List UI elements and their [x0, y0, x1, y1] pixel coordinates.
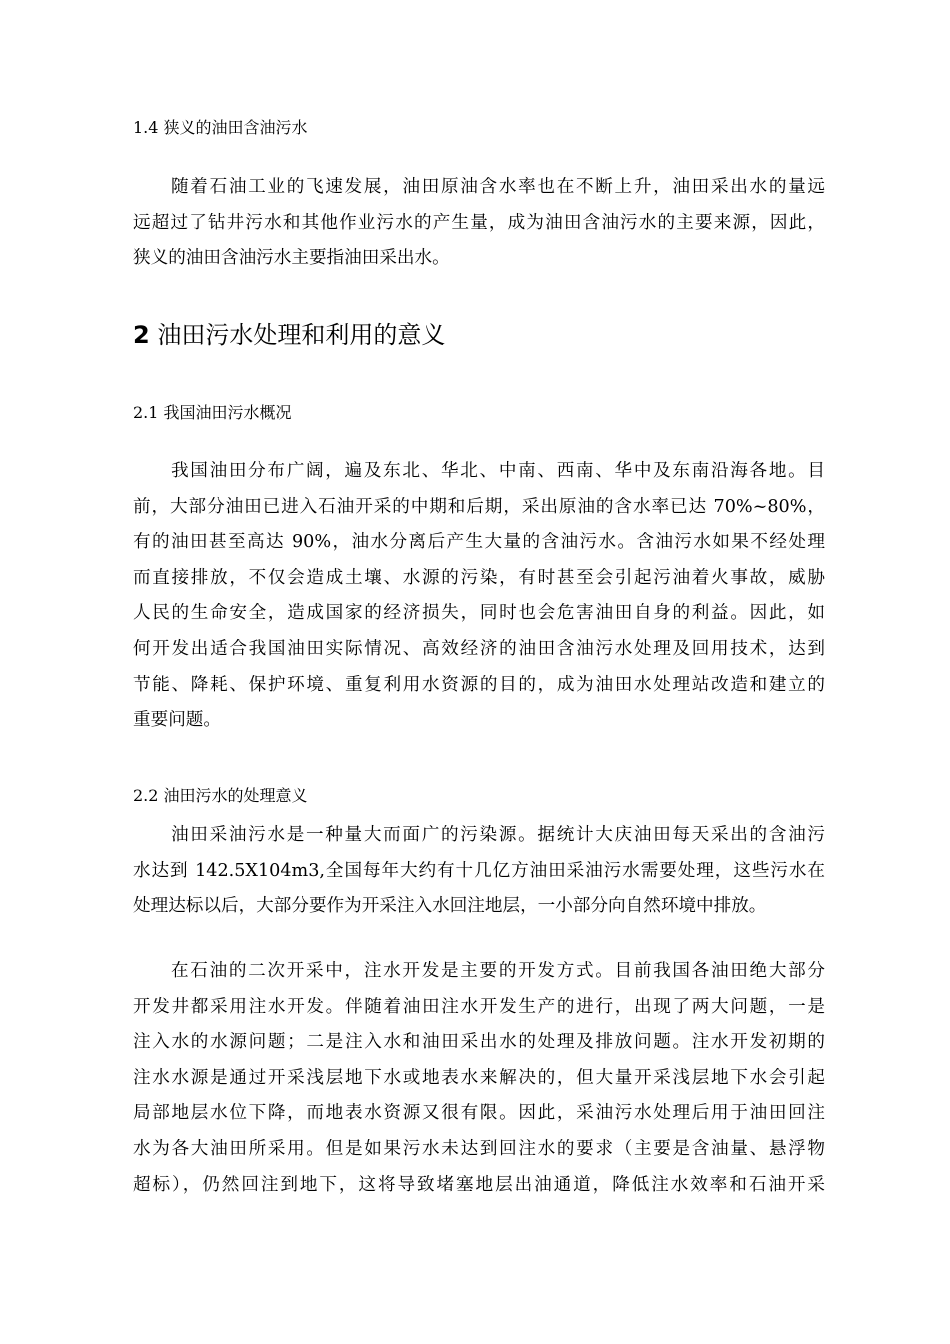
paragraph-line: 节能、降耗、保护环境、重复利用水资源的目的，成为油田水处理站改造和建立的 — [133, 674, 825, 695]
paragraph-line: 注入水的水源问题；二是注入水和油田采出水的处理及排放问题。注水开发初期的 — [133, 1032, 825, 1053]
section-2-1-heading: 2.1 我国油田污水概况 — [133, 403, 292, 422]
paragraph-line: 有的油田甚至高达 90%，油水分离后产生大量的含油污水。含油污水如果不经处理 — [133, 532, 825, 553]
section-2-title: 油田污水处理和利用的意义 — [157, 321, 446, 349]
paragraph-line: 水为各大油田所采用。但是如果污水未达到回注水的要求（主要是含油量、悬浮物 — [133, 1138, 825, 1159]
paragraph-line: 而直接排放，不仅会造成土壤、水源的污染，有时甚至会引起污油着火事故，威胁 — [133, 567, 825, 588]
paragraph-line: 狭义的油田含油污水主要指油田采出水。 — [133, 248, 450, 269]
paragraph-line: 水达到 142.5X104m3,全国每年大约有十几亿方油田采油污水需要处理，这些污水在 — [133, 860, 825, 881]
paragraph-line: 局部地层水位下降，而地表水资源又很有限。因此，采油污水处理后用于油田回注 — [133, 1103, 825, 1124]
paragraph-line: 我国油田分布广阔，遍及东北、华北、中南、西南、华中及东南沿海各地。目 — [171, 461, 825, 481]
paragraph-line: 前，大部分油田已进入石油开采的中期和后期，采出原油的含水率已达 70%~80%， — [133, 496, 825, 517]
section-2-2-paragraph-1 — [133, 818, 825, 925]
paragraph-line: 注水水源是通过开采浅层地下水或地表水来解决的，但大量开采浅层地下水会引起 — [133, 1067, 825, 1088]
paragraph-line: 处理达标以后，大部分要作为开采注入水回注地层，一小部分向自然环境中排放。 — [133, 896, 767, 917]
section-2-1-paragraph — [133, 454, 825, 739]
paragraph-line: 重要问题。 — [133, 710, 221, 731]
section-2-number: 2 — [133, 321, 150, 349]
paragraph-line: 何开发出适合我国油田实际情况、高效经济的油田含油污水处理及回用技术，达到 — [133, 638, 825, 659]
section-2-heading — [133, 320, 445, 350]
section-1-4-paragraph — [133, 170, 825, 277]
paragraph-line: 油田采油污水是一种量大而面广的污染源。据统计大庆油田每天采出的含油污 — [171, 825, 825, 845]
section-1-4-heading: 1.4 狭义的油田含油污水 — [133, 118, 308, 137]
paragraph-line: 在石油的二次开采中，注水开发是主要的开发方式。目前我国各油田绝大部分 — [171, 961, 825, 981]
paragraph-line: 超标），仍然回注到地下，这将导致堵塞地层出油通道，降低注水效率和石油开采 — [133, 1174, 825, 1195]
paragraph-line: 远超过了钻井污水和其他作业污水的产生量，成为油田含油污水的主要来源，因此， — [133, 212, 825, 233]
paragraph-line: 开发井都采用注水开发。伴随着油田注水开发生产的进行，出现了两大问题，一是 — [133, 996, 825, 1017]
paragraph-line: 人民的生命安全，造成国家的经济损失，同时也会危害油田自身的利益。因此，如 — [133, 603, 825, 624]
section-2-2-heading: 2.2 油田污水的处理意义 — [133, 786, 308, 805]
section-2-2-paragraph-2 — [133, 954, 825, 1203]
paragraph-line: 随着石油工业的飞速发展，油田原油含水率也在不断上升，油田采出水的量远 — [171, 177, 825, 197]
